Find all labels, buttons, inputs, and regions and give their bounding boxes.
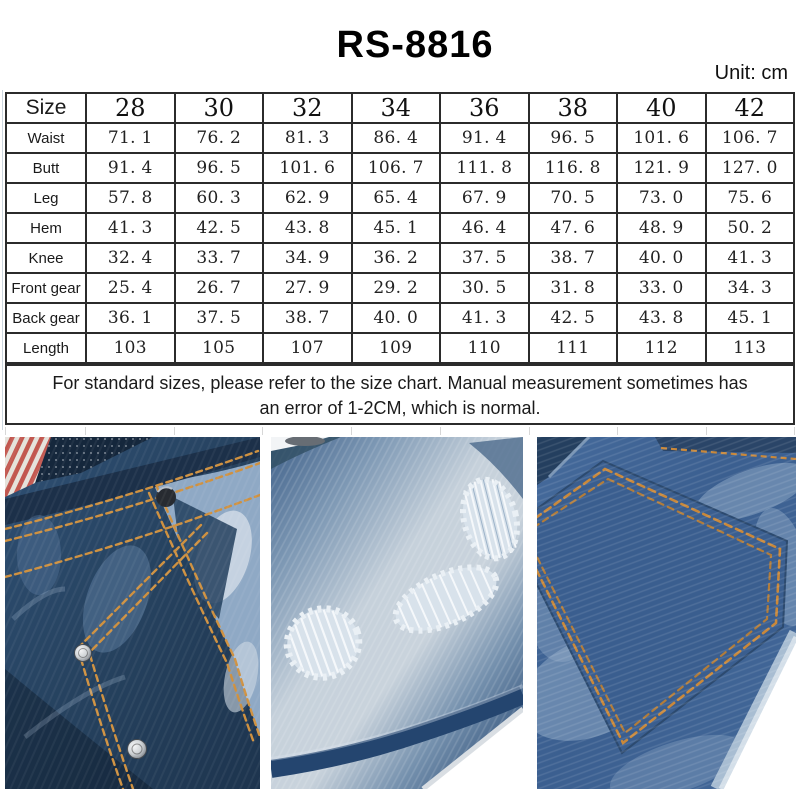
row-label: Butt	[6, 153, 86, 183]
cell-value: 38. 7	[529, 243, 618, 273]
cell-value: 40. 0	[352, 303, 441, 333]
table-row-hem	[6, 213, 794, 243]
table-row-front-gear	[6, 273, 794, 303]
cell-value: 75. 6	[706, 183, 795, 213]
table-row-knee	[6, 243, 794, 273]
cell-value: 43. 8	[263, 213, 352, 243]
cell-value: 41. 3	[440, 303, 529, 333]
cell-value: 91. 4	[86, 153, 175, 183]
product-title: RS-8816	[336, 24, 494, 66]
row-label: Length	[6, 333, 86, 363]
cell-value: 29. 2	[352, 273, 441, 303]
cell-value: 111. 8	[440, 153, 529, 183]
cell-value: 26. 7	[175, 273, 264, 303]
size-corner-cell: Size	[6, 93, 86, 123]
cell-value: 106. 7	[352, 153, 441, 183]
cell-value: 41. 3	[706, 243, 795, 273]
cell-value: 50. 2	[706, 213, 795, 243]
cell-value: 111	[529, 333, 618, 363]
note-line-1: For standard sizes, please refer to the size chart. Manual measurement sometimes has	[52, 373, 748, 393]
cell-value: 113	[706, 333, 795, 363]
cell-value: 65. 4	[352, 183, 441, 213]
cell-value: 45. 1	[352, 213, 441, 243]
cell-value: 34. 3	[706, 273, 795, 303]
cell-value: 70. 5	[529, 183, 618, 213]
size-col-header: 36	[440, 93, 529, 123]
cell-value: 62. 9	[263, 183, 352, 213]
cell-value: 40. 0	[617, 243, 706, 273]
table-row-back-gear	[6, 303, 794, 333]
size-col-header: 42	[706, 93, 795, 123]
table-row-butt	[6, 153, 794, 183]
cell-value: 91. 4	[440, 123, 529, 153]
cell-value: 107	[263, 333, 352, 363]
cell-value: 48. 9	[617, 213, 706, 243]
cell-value: 101. 6	[617, 123, 706, 153]
cell-value: 47. 6	[529, 213, 618, 243]
cell-value: 71. 1	[86, 123, 175, 153]
table-row-waist	[6, 123, 794, 153]
row-label: Back gear	[6, 303, 86, 333]
cell-value: 57. 8	[86, 183, 175, 213]
cell-value: 105	[175, 333, 264, 363]
size-col-header: 38	[529, 93, 618, 123]
background-gridline	[2, 90, 3, 430]
size-col-header: 28	[86, 93, 175, 123]
photo-distressed-rips	[271, 437, 523, 789]
size-header-row	[6, 93, 794, 123]
size-col-header: 32	[263, 93, 352, 123]
cell-value: 116. 8	[529, 153, 618, 183]
row-label: Leg	[6, 183, 86, 213]
row-label: Knee	[6, 243, 86, 273]
cell-value: 33. 7	[175, 243, 264, 273]
cell-value: 121. 9	[617, 153, 706, 183]
cell-value: 96. 5	[529, 123, 618, 153]
row-label: Front gear	[6, 273, 86, 303]
cell-value: 43. 8	[617, 303, 706, 333]
cell-value: 34. 9	[263, 243, 352, 273]
size-table	[5, 92, 795, 364]
cell-value: 101. 6	[263, 153, 352, 183]
cell-value: 31. 8	[529, 273, 618, 303]
cell-value: 37. 5	[440, 243, 529, 273]
cell-value: 86. 4	[352, 123, 441, 153]
cell-value: 81. 3	[263, 123, 352, 153]
cell-value: 127. 0	[706, 153, 795, 183]
cell-value: 67. 9	[440, 183, 529, 213]
cell-value: 42. 5	[529, 303, 618, 333]
cell-value: 33. 0	[617, 273, 706, 303]
photo-front-pocket	[5, 437, 260, 789]
cell-value: 25. 4	[86, 273, 175, 303]
size-col-header: 34	[352, 93, 441, 123]
cell-value: 60. 3	[175, 183, 264, 213]
cell-value: 36. 1	[86, 303, 175, 333]
row-label: Waist	[6, 123, 86, 153]
photo-back-pocket	[537, 437, 796, 789]
cell-value: 76. 2	[175, 123, 264, 153]
cell-value: 112	[617, 333, 706, 363]
cell-value: 37. 5	[175, 303, 264, 333]
cell-value: 36. 2	[352, 243, 441, 273]
cell-value: 103	[86, 333, 175, 363]
cell-value: 106. 7	[706, 123, 795, 153]
unit-label: Unit: cm	[714, 62, 788, 84]
cell-value: 73. 0	[617, 183, 706, 213]
cell-value: 27. 9	[263, 273, 352, 303]
cell-value: 45. 1	[706, 303, 795, 333]
size-col-header: 30	[175, 93, 264, 123]
row-label: Hem	[6, 213, 86, 243]
cell-value: 32. 4	[86, 243, 175, 273]
cell-value: 42. 5	[175, 213, 264, 243]
note-box	[5, 364, 795, 425]
cell-value: 96. 5	[175, 153, 264, 183]
cell-value: 46. 4	[440, 213, 529, 243]
note-line-2: an error of 1-2CM, which is normal.	[259, 398, 541, 418]
table-row-leg	[6, 183, 794, 213]
cell-value: 109	[352, 333, 441, 363]
cell-value: 110	[440, 333, 529, 363]
size-col-header: 40	[617, 93, 706, 123]
cell-value: 38. 7	[263, 303, 352, 333]
table-row-length	[6, 333, 794, 363]
cell-value: 30. 5	[440, 273, 529, 303]
cell-value: 41. 3	[86, 213, 175, 243]
